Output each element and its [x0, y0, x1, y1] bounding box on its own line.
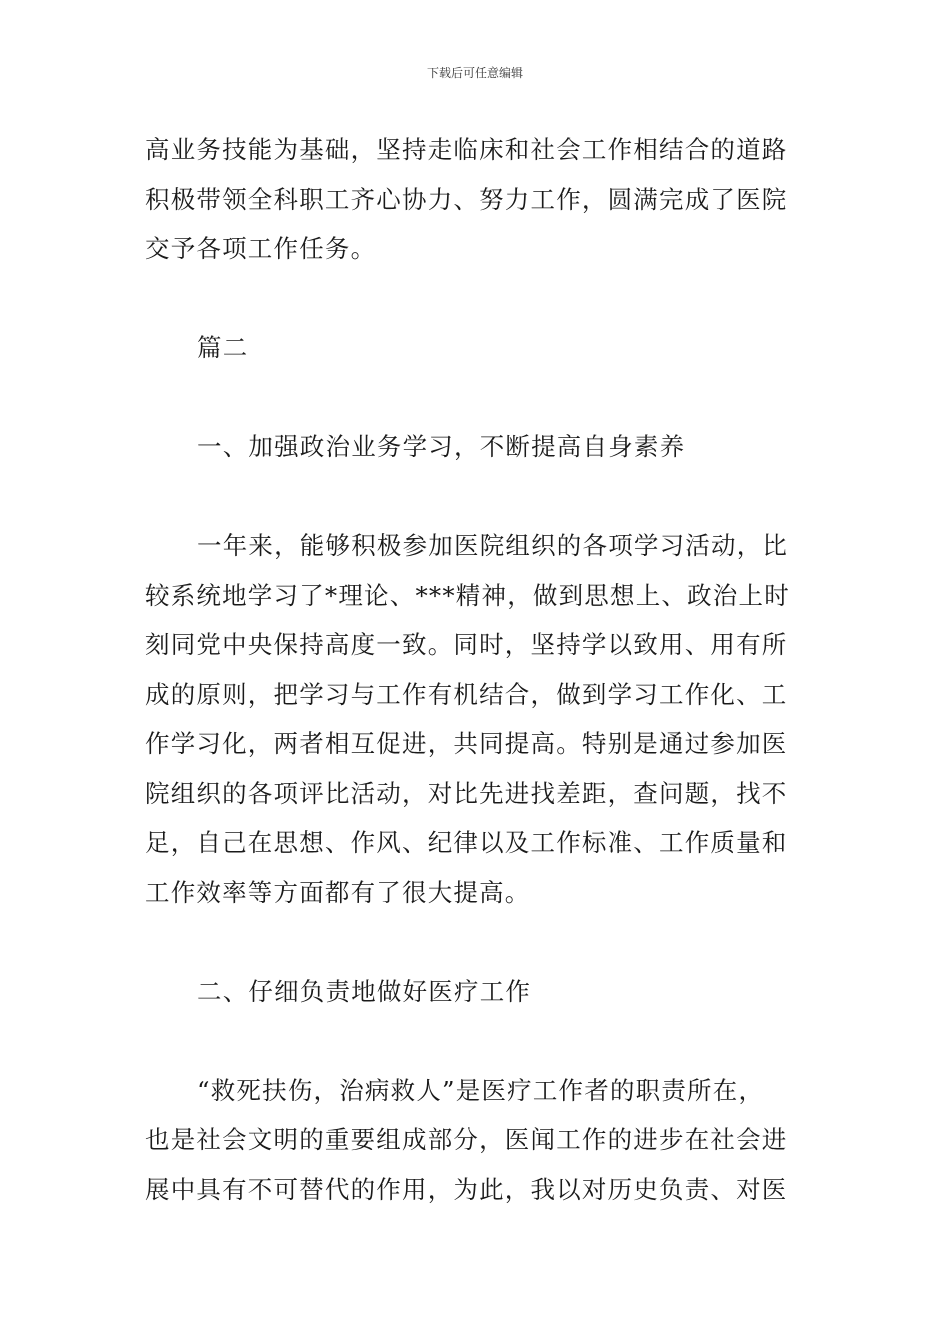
text-line: 足，自己在思想、作风、纪律以及工作标准、工作质量和	[145, 828, 788, 857]
blank-line	[145, 274, 810, 324]
text-line: 刻同党中央保持高度一致。同时，坚持学以致用、用有所	[145, 630, 788, 659]
document-body	[145, 125, 810, 1214]
text-line: 工作效率等方面都有了很大提高。	[145, 877, 531, 907]
paragraph-1	[145, 521, 810, 917]
text-line: “救死扶伤，治病救人”是医疗工作者的职责所在，	[197, 1075, 765, 1105]
text-line: 交予各项工作任务。	[145, 234, 377, 263]
text-line: 也是社会文明的重要组成部分，医闻工作的进步在社会进	[145, 1125, 788, 1154]
text-line: 一年来，能够积极参加医院组织的各项学习活动，比	[197, 531, 789, 560]
header-note: 下载后可任意编辑	[426, 66, 523, 80]
blank-line	[145, 472, 810, 522]
text-line: 高业务技能为基础，坚持走临床和社会工作相结合的道路	[145, 135, 788, 164]
part-title: 篇二	[197, 333, 249, 362]
text-line: 成的原则，把学习与工作有机结合，做到学习工作化、工	[145, 679, 788, 709]
text-line: 作学习化，两者相互促进，共同提高。特别是通过参加医	[145, 729, 788, 758]
paragraph-continued	[145, 125, 810, 274]
blank-line	[145, 917, 810, 967]
blank-line	[145, 1016, 810, 1066]
blank-line	[145, 373, 810, 423]
paragraph-2	[145, 1066, 810, 1215]
text-line: 积极带领全科职工齐心协力、努力工作，圆满完成了医院	[145, 184, 788, 214]
section-heading-1: 一、加强政治业务学习，不断提高自身素养	[197, 432, 686, 461]
section-heading-2: 二、仔细负责地做好医疗工作	[197, 976, 532, 1006]
text-line: 院组织的各项评比活动，对比先进找差距，查问题，找不	[145, 778, 788, 808]
text-line: 较系统地学习了*理论、***精神，做到思想上、政治上时	[145, 580, 790, 610]
text-line: 展中具有不可替代的作用，为此，我以对历史负责、对医	[145, 1174, 788, 1204]
